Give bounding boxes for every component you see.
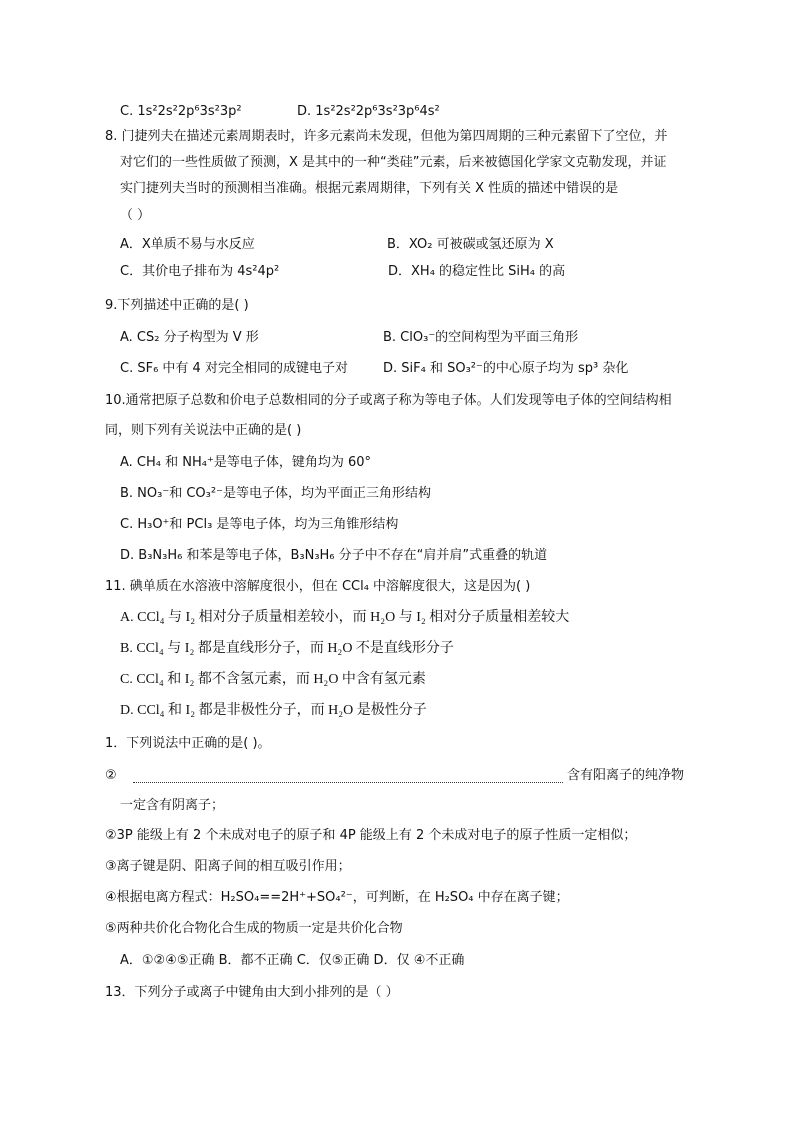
text-line-q8c: 实门捷列夫当时的预测相当准确。根据元素周期律，下列有关 X 性质的描述中错误的是	[120, 181, 619, 196]
text-line-q10D: D. B₃N₃H₆ 和苯是等电子体，B₃N₃H₆ 分子中不存在“肩并肩”式重叠的轨道	[120, 548, 548, 563]
text-line-q8b: 对它们的一些性质做了预测，X 是其中的一种“类硅”元素，后来被德国化学家文克勒发现，并证	[120, 155, 667, 170]
text-line-q8D: D．XH₄ 的稳定性比 SiH₄ 的高	[388, 264, 566, 279]
text-line-q9D: D. SiF₄ 和 SO₃²⁻的中心原子均为 sp³ 杂化	[383, 361, 629, 376]
text-line-q8d: （ ）	[120, 208, 151, 223]
text-line-q12s5: ⑤两种共价化合物化合生成的物质一定是共价化合物	[105, 921, 403, 936]
text-line-q8a: 8. 门捷列夫在描述元素周期表时，许多元素尚未发现，但他为第四周期的三种元素留下了空位，并	[105, 129, 668, 144]
text-line-q11: 11. 碘单质在水溶液中溶解度很小，但在 CCl₄ 中溶解度很大，这是因为( )	[105, 579, 531, 594]
text-line-q8B: B．XO₂ 可被碳或氢还原为 X	[387, 237, 554, 252]
text-line-q13: 13．下列分子或离子中键角由大到小排列的是（ ）	[105, 985, 399, 1000]
text-line-q12s4: ④根据电离方程式：H₂SO₄==2H⁺+SO₄²⁻，可判断，在 H₂SO₄ 中存在离子键；	[105, 890, 569, 905]
text-line-q12s1a: ②	[105, 768, 117, 783]
text-line-q8C: C．其价电子排布为 4s²4p²	[120, 264, 280, 279]
text-line-q12opt: A．①②④⑤正确 B．都不正确 C．仅⑤正确 D．仅 ④不正确	[120, 953, 465, 968]
text-line-q10A: A. CH₄ 和 NH₄⁺是等电子体，键角均为 60°	[120, 455, 372, 470]
text-line-q9B: B. ClO₃⁻的空间构型为平面三角形	[383, 330, 579, 345]
text-line-q12s3: ③离子键是阴、阳离子间的相互吸引作用；	[105, 859, 351, 874]
text-line-q9: 9.下列描述中正确的是( )	[105, 298, 249, 313]
text-line-q10b: 同，则下列有关说法中正确的是( )	[105, 423, 302, 438]
text-line-q11A: A. CCl₄ 与 I₂ 相对分子质量相差较小，而 H₂O 与 I₂ 相对分子质量相差较大	[120, 610, 570, 625]
text-line-q9A: A. CS₂ 分子构型为 V 形	[120, 330, 259, 345]
text-line-q9C: C. SF₆ 中有 4 对完全相同的成键电子对	[120, 361, 348, 376]
text-line-q10a: 10.通常把原子总数和价电子总数相同的分子或离子称为等电子体。人们发现等电子体的空间结构相	[105, 393, 672, 408]
text-line-q12s2: ②3P 能级上有 2 个未成对电子的原子和 4P 能级上有 2 个未成对电子的原子性质一定相似；	[105, 828, 637, 843]
text-line-q10B: B. NO₃⁻和 CO₃²⁻是等电子体，均为平面正三角形结构	[120, 486, 431, 501]
text-line-q12s1b: 含有阳离子的纯净物	[567, 768, 685, 783]
text-line-q12s1c: 一定含有阴离子；	[120, 798, 225, 813]
text-line-q7c: C. 1s²2s²2p⁶3s²3p²	[120, 104, 242, 119]
text-line-q11C: C. CCl₄ 和 I₂ 都不含氢元素，而 H₂O 中含有氢元素	[120, 672, 426, 687]
text-line-q10C: C. H₃O⁺和 PCl₃ 是等电子体，均为三角锥形结构	[120, 517, 399, 532]
text-line-q8A: A．X单质不易与水反应	[120, 237, 255, 252]
text-line-q11D: D. CCl₄ 和 I₂ 都是非极性分子，而 H₂O 是极性分子	[120, 703, 427, 718]
dotted-leader	[133, 772, 563, 783]
text-line-q12: 1．下列说法中正确的是( )。	[105, 736, 271, 751]
text-line-q11B: B. CCl₄ 与 I₂ 都是直线形分子，而 H₂O 不是直线形分子	[120, 641, 454, 656]
text-line-q7d: D. 1s²2s²2p⁶3s²3p⁶4s²	[297, 104, 440, 119]
